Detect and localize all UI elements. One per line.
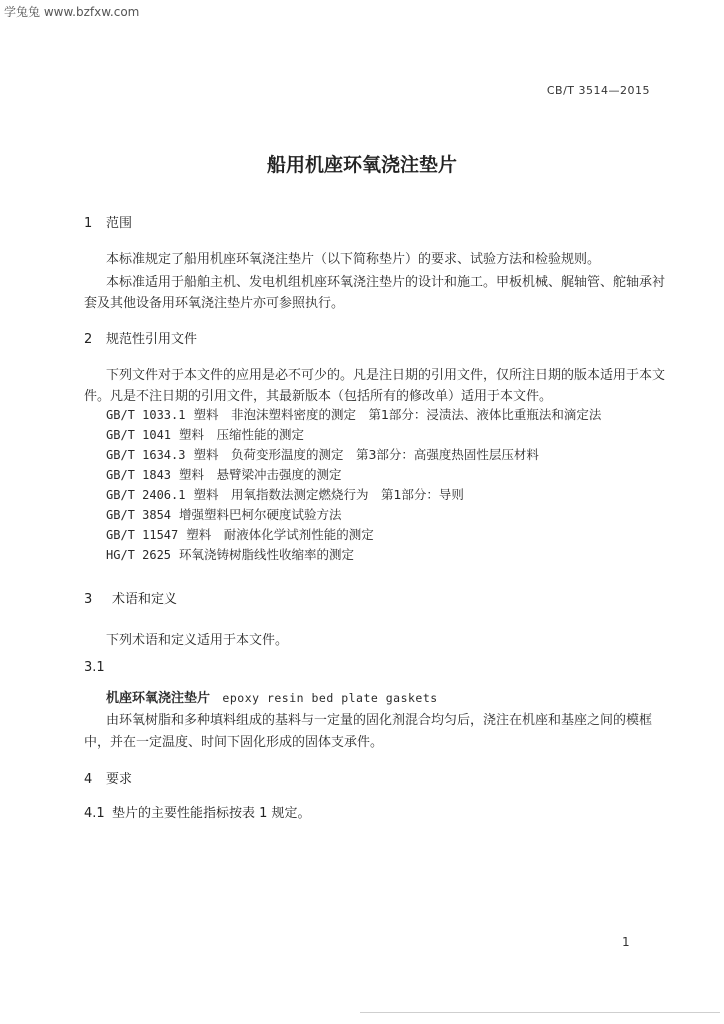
section-title: 术语和定义: [112, 592, 178, 607]
section-2-paragraph-line-1: 下列文件对于本文件的应用是必不可少的。凡是注日期的引用文件，仅所注日期的版本适用于本文: [106, 368, 666, 383]
reference-code: HG/T 2625: [106, 548, 172, 562]
reference-item: [106, 445, 539, 463]
reference-title: 塑料 用氧指数法测定燃烧行为 第1部分：导则: [193, 487, 464, 502]
section-2-heading: [84, 328, 197, 347]
term-english: epoxy resin bed plate gaskets: [222, 691, 438, 705]
reference-code: GB/T 1033.1: [106, 408, 186, 422]
section-number: 4: [84, 772, 93, 787]
reference-title: 塑料 耐液体化学试剂性能的测定: [186, 527, 374, 542]
reference-code: GB/T 1041: [106, 428, 172, 442]
reference-title: 增强塑料巴柯尔硬度试验方法: [178, 507, 342, 522]
section-1-paragraph-2-line-2: 套及其他设备用环氧浇注垫片亦可参照执行。: [84, 296, 345, 311]
section-title: 规范性引用文件: [106, 332, 198, 347]
watermark: 学兔兔 www.bzfxw.com: [4, 5, 140, 19]
section-1-paragraph-2-line-1: 本标准适用于船舶主机、发电机组机座环氧浇注垫片的设计和施工。甲板机械、艉轴管、舵轴承衬: [106, 275, 666, 290]
subsection-text: 垫片的主要性能指标按表 1 规定。: [112, 806, 311, 821]
section-1-paragraph-1: 本标准规定了船用机座环氧浇注垫片（以下简称垫片）的要求、试验方法和检验规则。: [106, 252, 601, 267]
reference-code: GB/T 11547: [106, 528, 179, 542]
reference-item: [106, 465, 342, 483]
section-title: 范围: [106, 216, 133, 231]
reference-title: 环氧浇铸树脂线性收缩率的测定: [178, 547, 354, 562]
page-number: 1: [622, 935, 630, 949]
page-title: 船用机座环氧浇注垫片: [266, 154, 457, 176]
section-number: 1: [84, 216, 93, 231]
reference-item: [106, 545, 354, 563]
term-definition-line-2: 中，并在一定温度、时间下固化形成的固体支承件。: [84, 735, 384, 750]
reference-title: 塑料 悬臂梁冲击强度的测定: [178, 467, 342, 482]
subsection-number: 4.1: [84, 806, 105, 821]
section-title: 要求: [106, 772, 133, 787]
reference-title: 塑料 非泡沫塑料密度的测定 第1部分：浸渍法、液体比重瓶法和滴定法: [193, 407, 602, 422]
reference-item: [106, 505, 342, 523]
reference-title: 塑料 负荷变形温度的测定 第3部分：高强度热固性层压材料: [193, 447, 539, 462]
section-3-heading: [84, 588, 177, 607]
standard-code: CB/T 3514—2015: [546, 84, 650, 97]
section-3-paragraph: 下列术语和定义适用于本文件。: [106, 633, 289, 648]
term-definition-line-1: 由环氧树脂和多种填料组成的基料与一定量的固化剂混合均匀后，浇注在机座和基座之间的模框: [106, 713, 653, 728]
reference-code: GB/T 2406.1: [106, 488, 186, 502]
section-number: 3: [84, 592, 93, 607]
reference-item: [106, 525, 374, 543]
section-number: 2: [84, 332, 93, 347]
subsection-4-1: [84, 802, 311, 821]
term-entry: [106, 687, 438, 706]
reference-code: GB/T 3854: [106, 508, 172, 522]
subsection-3-1-number: 3.1: [84, 660, 105, 675]
reference-item: [106, 485, 464, 503]
section-4-heading: [84, 768, 132, 787]
reference-code: GB/T 1843: [106, 468, 172, 482]
section-1-heading: [84, 212, 132, 231]
reference-item: [106, 425, 304, 443]
term-chinese: 机座环氧浇注垫片: [106, 691, 211, 706]
scan-edge-line: [360, 1012, 720, 1013]
reference-title: 塑料 压缩性能的测定: [178, 427, 304, 442]
section-2-paragraph-line-2: 件。凡是不注日期的引用文件，其最新版本（包括所有的修改单）适用于本文件。: [84, 389, 553, 404]
reference-item: [106, 405, 601, 423]
reference-code: GB/T 1634.3: [106, 448, 186, 462]
